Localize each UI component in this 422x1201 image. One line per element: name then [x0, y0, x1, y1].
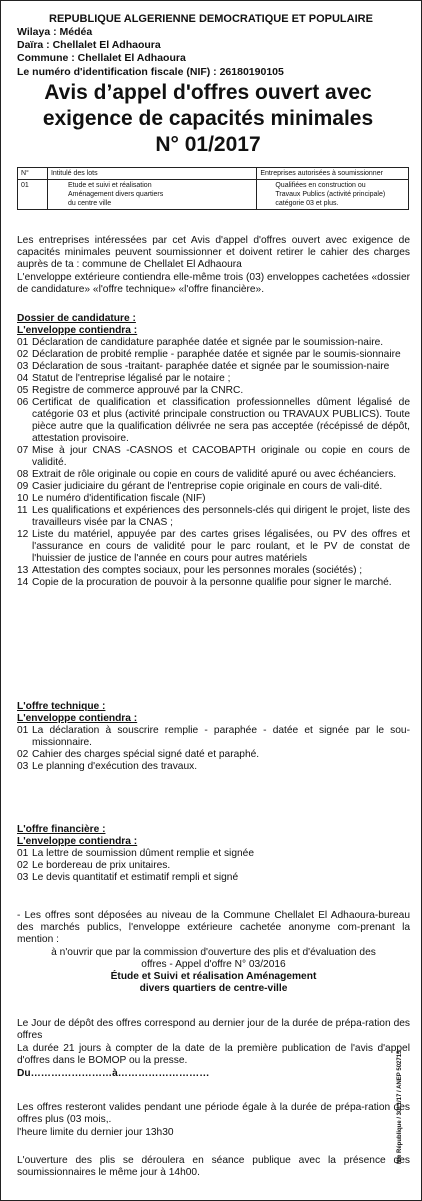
dossier-list [17, 337, 410, 589]
technique-section [17, 701, 410, 773]
list-item-text: Casier judiciaire du gérant de l'entreprise copie originale en cours de vali-dité. [32, 481, 383, 492]
lot-intitule-line: du centre ville [67, 200, 112, 207]
list-item-number: 08 [17, 469, 29, 480]
jour-depot-paragraph: Le Jour de dépôt des offres correspond au dernier jour de la durée de prépa-ration des offres [17, 1018, 410, 1041]
depot-mention-2: offres - Appel d'offre N° 03/2016 [141, 959, 286, 970]
list-item-number: 06 [17, 397, 29, 408]
financiere-subtitle: L'enveloppe contiendra : [17, 836, 138, 847]
list-item-number: 10 [17, 493, 29, 504]
header-entreprises: Entreprises autorisées à soumissionner [257, 168, 409, 180]
lot-entreprises-line: Travaux Publics (activité principale) [275, 191, 386, 198]
lots-table [17, 167, 409, 210]
list-item-text: Certificat de qualification et classification professionnelles dûment légalisé de catégorie 03 et plus (activité principale construction ou TRAVAUX PUBLICS). Toute pièce autre que la qualification délivrée ne sera pas acceptée (récépissé de dépôt, attestation provisoire. [32, 397, 410, 444]
list-item-text: Registre de commerce approuvé par la CNRC. [32, 385, 244, 396]
publication-reference: Nle République / 30/ 1/17 / ANEP 502715 [397, 1050, 403, 1164]
depot-mention-1: à n'ouvrir que par la commission d'ouverture des plis et d'évaluation des [51, 947, 376, 958]
list-item-number: 12 [17, 529, 29, 540]
list-item-text: Déclaration de candidature paraphée datée et signée par le soumission-naire. [32, 337, 384, 348]
list-item-number: 01 [17, 848, 29, 859]
list-item [17, 725, 410, 749]
depot-mention-4: divers quartiers de centre-ville [139, 983, 288, 994]
lot-entreprises-line: Qualifiées en construction ou [275, 182, 366, 189]
list-item-text: Les qualifications et expériences des personnels-clés qui dirigent le projet, liste des travailleurs visée par la CNAS ; [32, 505, 410, 528]
list-item-text: Le numéro d'identification fiscale (NIF) [32, 493, 206, 504]
list-item-number: 05 [17, 385, 29, 396]
list-item-number: 01 [17, 337, 29, 348]
commune-line: Commune : Chellalet El Adhaoura [17, 52, 186, 64]
header-number: N° [18, 168, 48, 180]
dossier-title: Dossier de candidature : [17, 313, 136, 324]
technique-list [17, 725, 410, 773]
dossier-subtitle: L'enveloppe contiendra : [17, 325, 138, 336]
list-item-text: Le planning d'exécution des travaux. [32, 761, 198, 772]
list-item-text: Attestation des comptes sociaux, pour les personnes morales (sociétés) ; [32, 565, 363, 576]
lot-intitule [47, 180, 256, 210]
title-line-1: Avis d’appel d'offres ouvert avec [44, 81, 372, 104]
depot-mention-3: Étude et Suivi et réalisation Aménagement [110, 971, 317, 982]
list-item-text: La déclaration à souscrire remplie - paraphée - datée et signée par le sou-missionnaire. [32, 725, 410, 748]
financiere-section [17, 824, 410, 884]
heure-limite-line: l'heure limite du dernier jour 13h30 [17, 1127, 174, 1138]
list-item [17, 373, 410, 385]
list-item [17, 361, 410, 373]
lot-intitule-line: Etude et suivi et réalisation [67, 182, 152, 189]
list-item [17, 860, 410, 872]
list-item-number: 11 [17, 505, 28, 516]
list-item-number: 02 [17, 349, 29, 360]
daira-line: Daïra : Chellalet El Adhaoura [17, 39, 161, 51]
list-item-text: Cahier des charges spécial signé daté et paraphé. [32, 749, 260, 760]
list-item-text: Déclaration de sous -traitant- paraphée datée et signée par le soumission-naire [32, 361, 390, 372]
table-row [18, 180, 409, 210]
list-item-number: 07 [17, 445, 29, 456]
list-item-text: Déclaration de probité remplie - paraphée datée et signée par le soumis-sionnaire [32, 349, 401, 360]
list-item [17, 385, 410, 397]
list-item [17, 577, 410, 589]
list-item-text: Le devis quantitatif et estimatif rempli et signé [32, 872, 239, 883]
lot-entreprises [257, 180, 409, 210]
list-item [17, 529, 410, 565]
list-item-text: Copie de la procuration de pouvoir à la personne qualifie pour signer le marché. [32, 577, 392, 588]
header-intitule: Intitulé des lots [47, 168, 256, 180]
list-item [17, 761, 410, 773]
technique-title: L'offre technique : [17, 701, 106, 712]
financiere-title: L'offre financière : [17, 824, 106, 835]
financiere-list [17, 848, 410, 884]
list-item-text: Liste du matériel, appuyée par des cartes grises légalisées, ou PV des offres et l'assurance en cours de validité pour le parc roulant, et le PV de constat de l'huissier de justice de l'année en cours pour autres matériels [32, 529, 410, 564]
list-item-number: 14 [17, 577, 29, 588]
list-item-number: 04 [17, 373, 29, 384]
title-number: N° 01/2017 [155, 133, 261, 156]
lot-intitule-line: Aménagement divers quartiers [67, 191, 164, 198]
list-item [17, 349, 410, 361]
list-item [17, 397, 410, 445]
list-item [17, 749, 410, 761]
wilaya-line: Wilaya : Médéa [17, 26, 93, 38]
technique-subtitle: L'enveloppe contiendra : [17, 713, 138, 724]
du-a-line: Du……………………à……………………… [17, 1068, 210, 1079]
list-item-text: Statut de l'entreprise légalisé par le notaire ; [32, 373, 231, 384]
list-item [17, 493, 410, 505]
list-item [17, 469, 410, 481]
depot-paragraph: - Les offres sont déposées au niveau de la Commune Chellalet El Adhaoura-bureau des marchés publics, l'enveloppe extérieure cachetée anonyme com-prenant la mention : [17, 910, 410, 945]
lot-number: 01 [18, 180, 48, 210]
list-item-text: Extrait de rôle originale ou copie en cours de validité apuré ou avec échéanciers. [32, 469, 397, 480]
envelope-paragraph: L'enveloppe extérieure contiendra elle-même trois (03) enveloppes cachetées «dossier de candidature» «l'offre technique» «l'offre financière». [17, 272, 410, 295]
lots-table-header [18, 168, 409, 180]
list-item-number: 02 [17, 749, 29, 760]
republique-heading: REPUBLIQUE ALGERIENNE DEMOCRATIQUE ET POPULAIRE [49, 13, 373, 25]
list-item [17, 337, 410, 349]
intro-paragraph: Les entreprises intéressées par cet Avis d'appel d'offres ouvert avec exigence de capacités minimales peuvent soumissionner et doivent retirer le cahier des charges auprès de ta : commune de Chellalet El Adhaoura [17, 235, 410, 270]
list-item-number: 03 [17, 361, 29, 372]
list-item [17, 565, 410, 577]
list-item-number: 03 [17, 761, 29, 772]
list-item [17, 481, 410, 493]
list-item [17, 848, 410, 860]
nif-line: Le numéro d'identification fiscale (NIF) : 26180190105 [17, 66, 284, 78]
list-item-number: 09 [17, 481, 29, 492]
list-item-number: 02 [17, 860, 29, 871]
list-item-text: Le bordereau de prix unitaires. [32, 860, 171, 871]
list-item-number: 13 [17, 565, 29, 576]
list-item [17, 505, 410, 529]
list-item-text: Mise à jour CNAS -CASNOS et CACOBAPTH originale ou copie en cours de validité. [32, 445, 410, 468]
list-item-number: 03 [17, 872, 29, 883]
validite-paragraph: Les offres resteront valides pendant une période égale à la durée de prépa-ration des offres plus (03 mois,. [17, 1102, 410, 1125]
ouverture-paragraph: L'ouverture des plis se déroulera en séance publique avec la présence des soumissionnaires le même jour à 14h00. [17, 1155, 410, 1178]
duree-paragraph: La durée 21 jours à compter de la date de la première publication de l'avis d'appel d'offres dans le BOMOP ou la presse. [17, 1043, 410, 1066]
lot-entreprises-line: catégorie 03 et plus. [275, 200, 339, 207]
title-line-2: exigence de capacités minimales [42, 107, 374, 130]
list-item-number: 01 [17, 725, 29, 736]
list-item [17, 445, 410, 469]
list-item-text: La lettre de soumission dûment remplie et signée [32, 848, 254, 859]
list-item [17, 872, 410, 884]
dossier-section [17, 313, 410, 589]
